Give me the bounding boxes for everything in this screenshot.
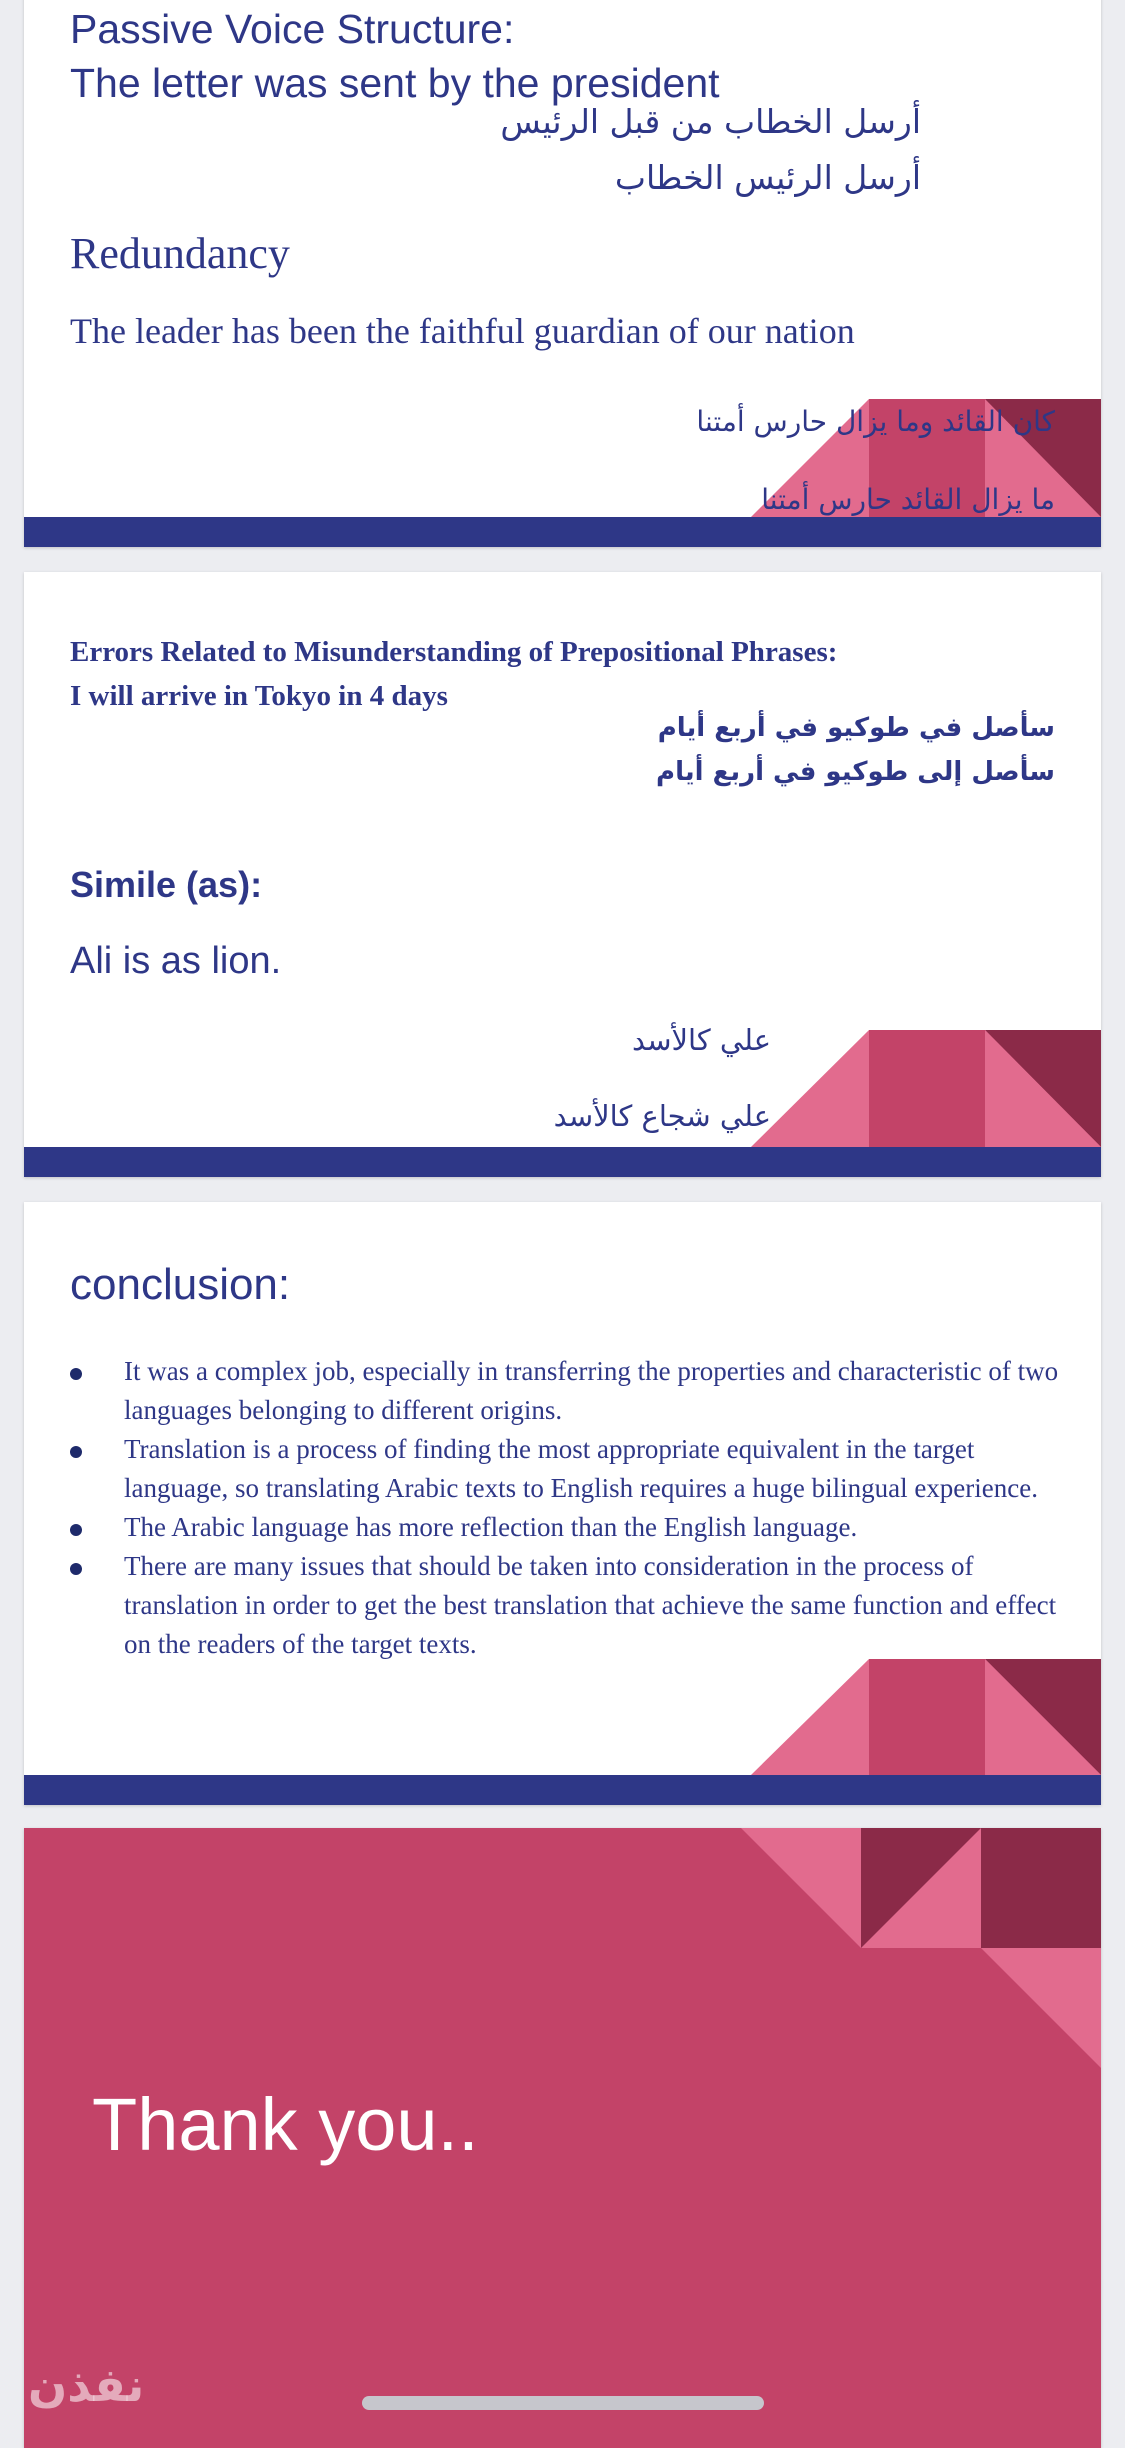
arabic-line: ما يزال القائد حارس أمتنا [761,483,1055,516]
arabic-line: كان القائد وما يزال حارس أمتنا [696,405,1055,438]
arabic-translations [656,706,1055,794]
arabic-translations [500,94,921,206]
list-item: There are many issues that should be taken into consideration in the process of translation in order to get the best translation that achieve the same function and effect on the readers of the target texts. [124,1547,1074,1664]
corner-decoration [751,1030,1101,1147]
example-sentence: The leader has been the faithful guardian of our nation [70,311,855,351]
slide-passive-voice [24,0,1101,547]
arabic-line: سأصل في طوكيو في أربع أيام [657,713,1055,743]
slide-heading: Passive Voice Structure: The letter was sent by the president [70,6,720,106]
footer-bar [24,1775,1101,1805]
arabic-translations-2 [554,1002,771,1154]
slide-thank-you [24,1828,1101,2448]
watermark-logo: نفذن [28,2358,145,2412]
list-item: The Arabic language has more reflection than the English language. [124,1508,1074,1547]
subheading: Simile (as): [70,864,263,905]
bullet-icon [70,1368,82,1380]
home-indicator[interactable] [362,2396,764,2410]
arabic-line: سأصل إلى طوكيو في أربع أيام [656,757,1055,787]
arabic-translations-2 [696,383,1055,539]
slide-prepositional-phrases [24,572,1101,1177]
subheading: Redundancy [70,229,290,278]
footer-bar [24,1147,1101,1177]
arabic-line: علي شجاع كالأسد [553,1099,771,1133]
slide-heading: Errors Related to Misunderstanding of Prepositional Phrases: I will arrive in Tokyo in 4 days [70,636,838,712]
corner-decoration [741,1828,1101,2068]
arabic-line: أرسل الخطاب من قبل الرئيس [500,102,921,141]
slide-heading: conclusion: [70,1260,291,1309]
list-item: Translation is a process of finding the most appropriate equivalent in the target language, so translating Arabic texts to English requires a huge bilingual experience. [124,1430,1074,1508]
example-sentence: Ali is as lion. [70,940,282,982]
bullet-icon [70,1524,82,1536]
arabic-line: أرسل الرئيس الخطاب [614,158,921,197]
corner-decoration [751,1659,1101,1775]
arabic-line: علي كالأسد [632,1023,771,1057]
slide-conclusion [24,1202,1101,1805]
thank-you-title: Thank you.. [92,2083,479,2166]
bullet-icon [70,1446,82,1458]
list-item: It was a complex job, especially in transferring the properties and characteristic of two languages belonging to different origins. [124,1352,1074,1430]
footer-bar [24,517,1101,547]
bullet-icon [70,1563,82,1575]
conclusion-list [24,1352,1074,1664]
